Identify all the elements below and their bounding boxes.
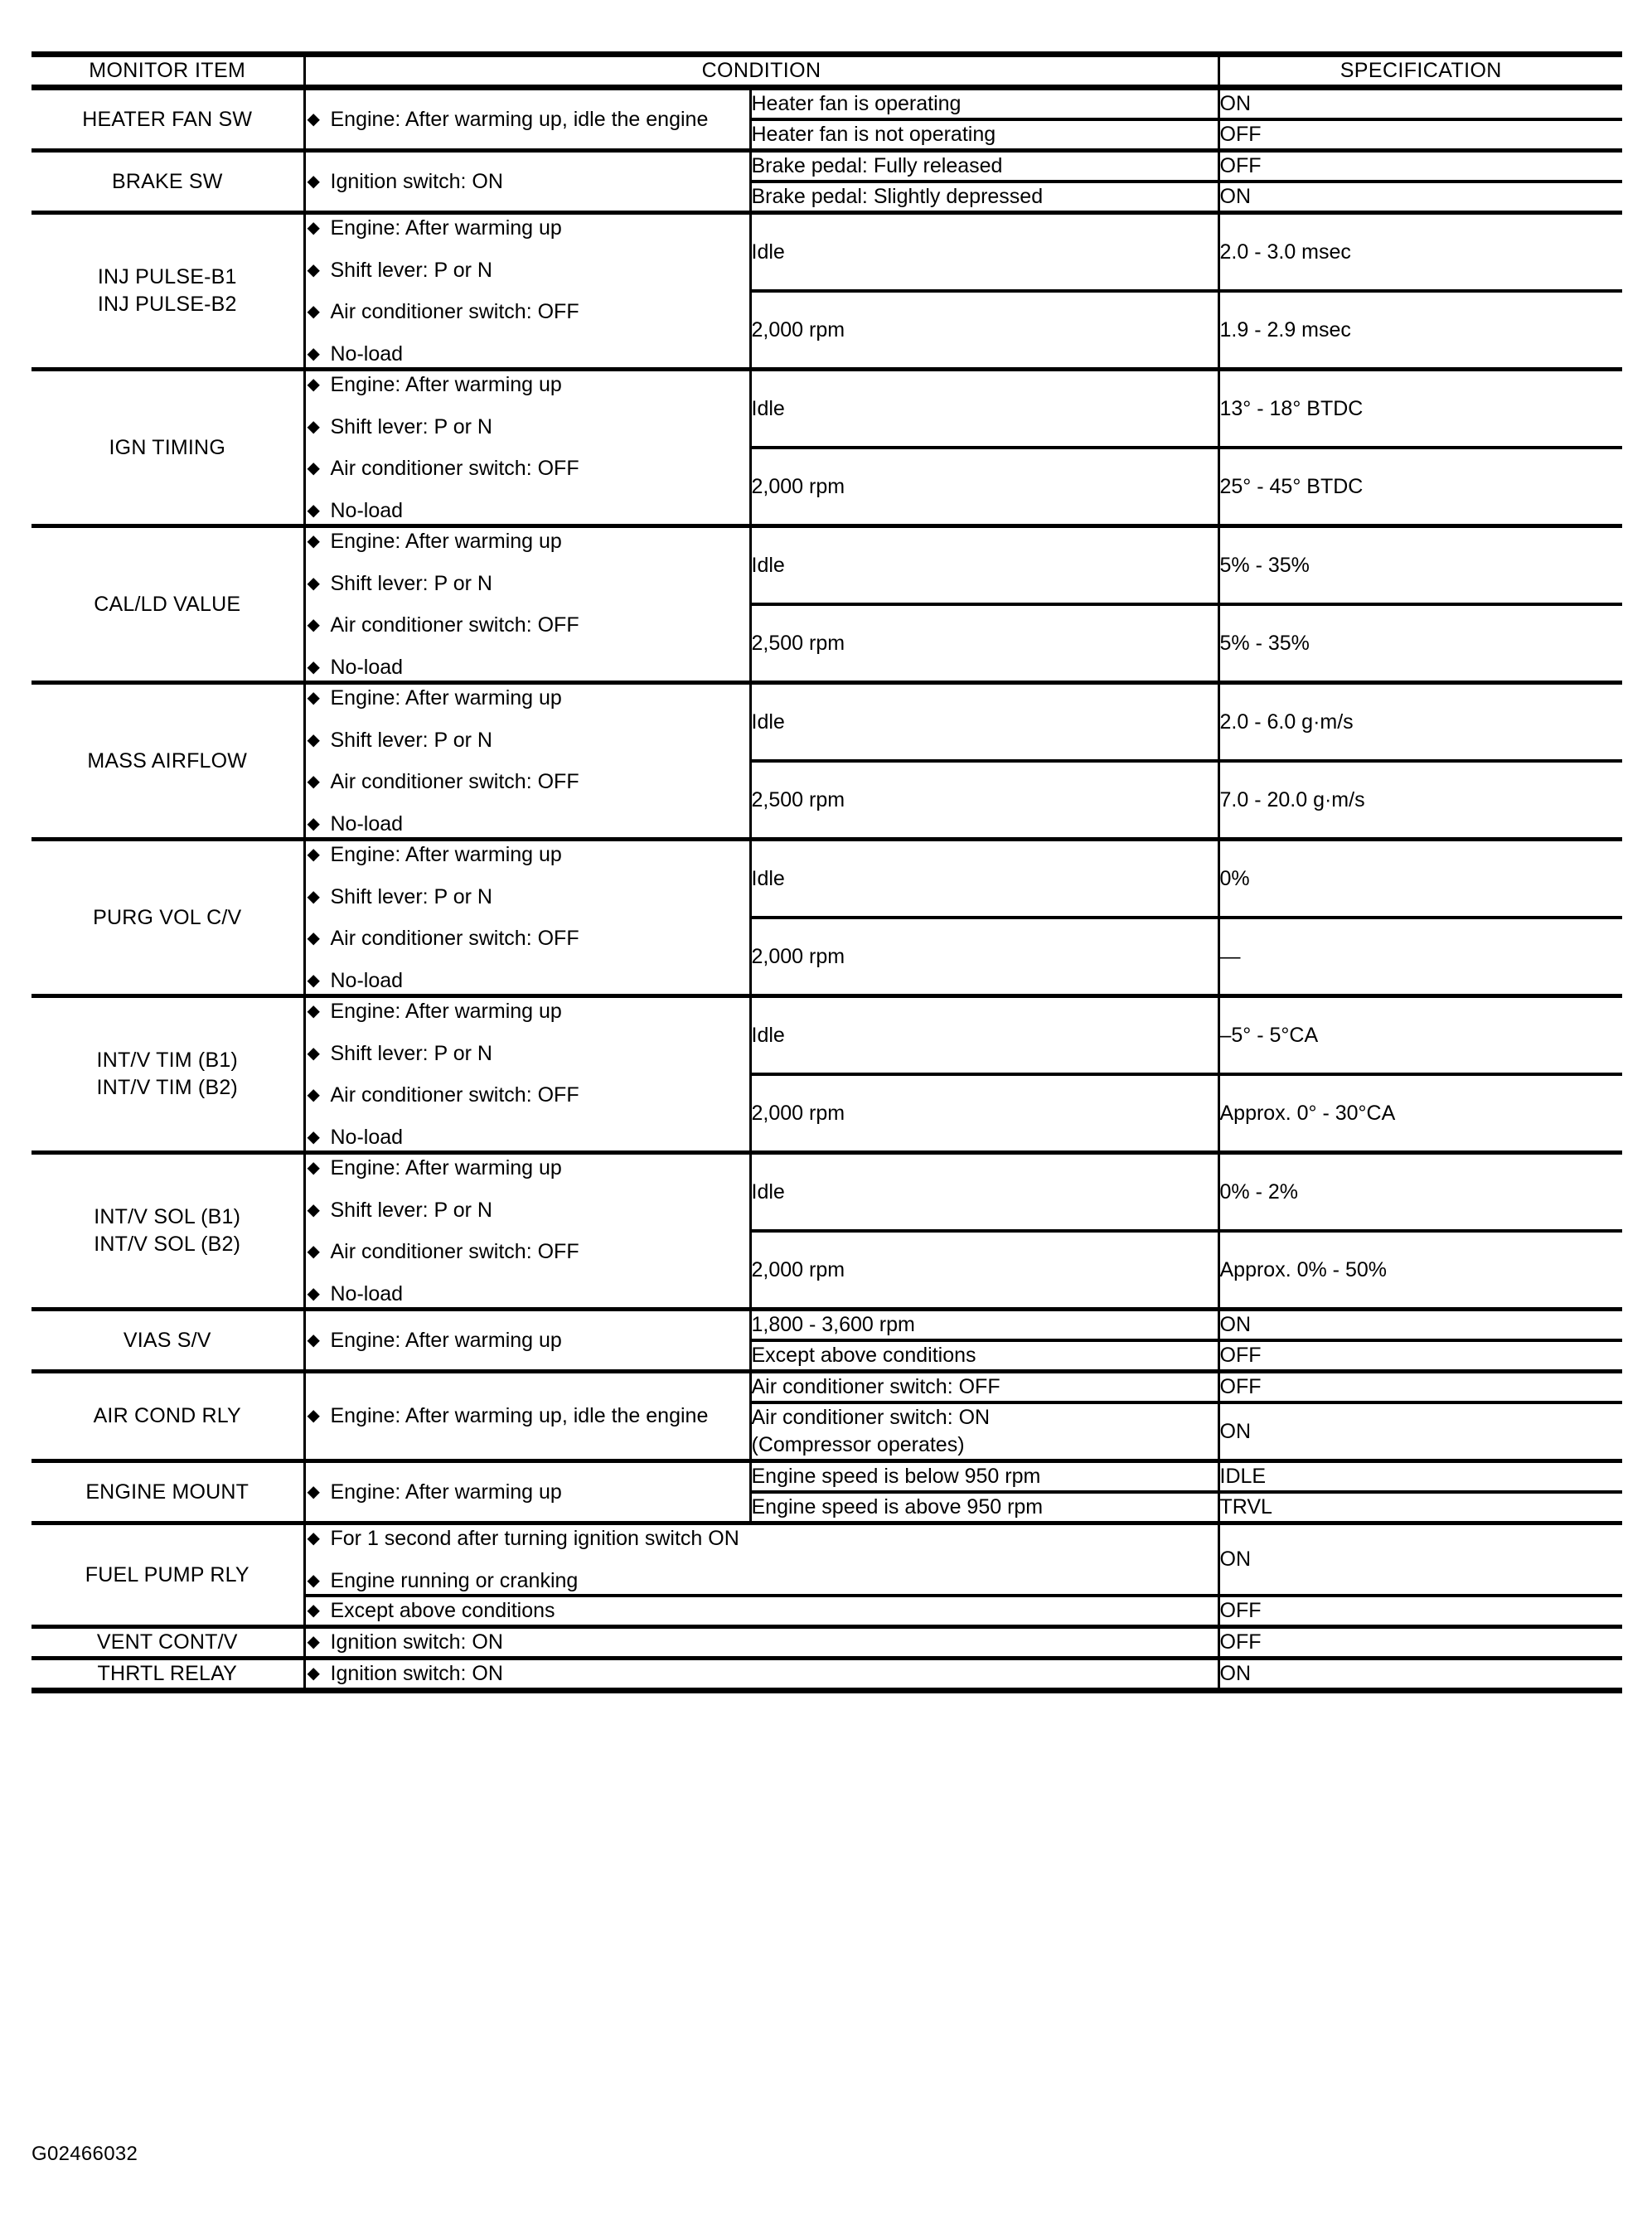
condition-sub-line: Idle [751,240,785,264]
condition-cell [304,1153,750,1310]
condition-text: No-load [330,968,404,992]
condition-cell [304,88,750,151]
specification-value: 7.0 - 20.0 g·m/s [1218,761,1622,840]
condition-text: Ignition switch: ON [330,169,503,193]
specification-value: 25° - 45° BTDC [1218,448,1622,526]
condition-item [306,1327,749,1354]
monitor-item-name [31,1310,304,1372]
condition-sub-cell [750,1231,1218,1310]
condition-sub-cell [750,1372,1218,1403]
monitor-item-name [31,1153,304,1310]
condition-item [306,1197,749,1224]
condition-text: No-load [330,655,404,679]
condition-sub-line: Brake pedal: Fully released [751,154,1003,177]
condition-item [306,371,749,399]
condition-item [306,841,749,869]
condition-text: Shift lever: P or N [330,414,492,438]
condition-sub-cell [750,1310,1218,1341]
monitor-item-specification-table [31,51,1622,1693]
specification-value: 5% - 35% [1218,526,1622,605]
diamond-bullet-icon: ◆ [307,1159,320,1177]
condition-item [306,727,749,754]
monitor-item-name [31,840,304,996]
condition-item [306,967,749,995]
condition-sub-line: Idle [751,866,785,890]
condition-cell [304,526,750,683]
specification-value: IDLE [1218,1461,1622,1493]
diamond-bullet-icon: ◆ [307,845,320,864]
specification-value: 2.0 - 6.0 g·m/s [1218,683,1622,762]
condition-sub-line: Engine speed is below 950 rpm [751,1465,1041,1488]
condition-text: Engine running or cranking [330,1568,579,1592]
condition-text: Engine: After warming up [330,373,562,396]
condition-sub-line: Idle [751,396,785,420]
diamond-bullet-icon: ◆ [307,1044,320,1063]
condition-text: Engine: After warming up [330,686,562,710]
condition-item [306,1124,749,1151]
specification-value: 0% - 2% [1218,1153,1622,1232]
monitor-item-line: AIR COND RLY [93,1404,241,1427]
condition-text: Engine: After warming up, idle the engine [330,107,709,131]
diamond-bullet-icon: ◆ [307,459,320,477]
condition-text: Shift lever: P or N [330,571,492,595]
monitor-item-line: MASS AIRFLOW [87,748,248,773]
condition-sub-cell [750,526,1218,605]
condition-cell [304,840,750,996]
condition-cell [304,1372,750,1461]
specification-value: OFF [1218,1596,1622,1627]
condition-text: Air conditioner switch: OFF [330,1083,579,1107]
condition-sub-line: 2,000 rpm [751,1257,845,1281]
diamond-bullet-icon: ◆ [307,1242,320,1261]
condition-text: Engine: After warming up [330,530,562,553]
condition-item [306,341,749,368]
condition-cell [304,1659,1218,1691]
table-row [31,996,1622,1075]
figure-reference-code: G02466032 [31,2143,138,2165]
condition-text: Shift lever: P or N [330,728,492,752]
condition-item [306,528,749,555]
condition-text: Engine: After warming up [330,843,562,866]
table-row [31,1523,1622,1596]
condition-sub-line: Idle [751,1179,785,1204]
diamond-bullet-icon: ◆ [307,260,320,279]
column-header-specification: SPECIFICATION [1218,55,1622,88]
monitor-item-line: INJ PULSE-B1 [97,265,237,288]
diamond-bullet-icon: ◆ [307,417,320,436]
condition-cell [304,1596,1218,1627]
condition-sub-line: 2,000 rpm [751,944,845,968]
monitor-item-name [31,1627,304,1659]
condition-sub-cell [750,683,1218,762]
condition-sub-cell [750,291,1218,370]
diamond-bullet-icon: ◆ [307,657,320,676]
monitor-item-name [31,996,304,1153]
monitor-item-table-container [31,51,1622,1693]
condition-item [306,685,749,712]
monitor-item-line: INT/V SOL (B1) [94,1205,241,1228]
diamond-bullet-icon: ◆ [307,375,320,394]
condition-item [306,1402,749,1430]
condition-item [306,1155,749,1182]
condition-item [306,1082,749,1109]
condition-cell [304,1627,1218,1659]
condition-text: No-load [330,498,404,522]
monitor-item-name [31,88,304,151]
specification-value: 13° - 18° BTDC [1218,370,1622,448]
table-body [31,88,1622,1691]
specification-value: ON [1218,1402,1622,1461]
condition-text: Engine: After warming up [330,1156,562,1179]
table-row [31,213,1622,292]
monitor-item-line: INT/V SOL (B2) [94,1233,241,1256]
condition-item [306,1525,1218,1552]
condition-text: Shift lever: P or N [330,258,492,282]
condition-text: Air conditioner switch: OFF [330,1240,579,1263]
condition-item [306,215,749,242]
monitor-item-line: VENT CONT/V [96,1630,238,1654]
condition-sub-cell [750,1402,1218,1461]
condition-sub-line: Engine speed is above 950 rpm [751,1495,1044,1519]
specification-value: — [1218,918,1622,996]
table-row [31,88,1622,120]
condition-sub-cell [750,119,1218,151]
monitor-item-name [31,1659,304,1691]
condition-text: Engine: After warming up [330,1000,562,1023]
monitor-item-line: HEATER FAN SW [82,107,253,131]
table-header-row [31,55,1622,88]
condition-item [306,257,749,284]
specification-value: OFF [1218,1340,1622,1372]
monitor-item-line: INT/V TIM (B1) [96,1049,238,1072]
condition-text: Engine: After warming up [330,1328,562,1352]
table-row [31,1372,1622,1403]
specification-value: TRVL [1218,1492,1622,1523]
condition-cell [304,1310,750,1372]
diamond-bullet-icon: ◆ [307,730,320,749]
monitor-item-line: CAL/LD VALUE [94,592,241,616]
condition-sub-line: Except above conditions [751,1344,976,1367]
condition-sub-line: Heater fan is not operating [751,123,996,146]
condition-text: Air conditioner switch: OFF [330,613,579,637]
specification-value: Approx. 0° - 30°CA [1218,1074,1622,1153]
condition-sub-line: Idle [751,1023,785,1047]
condition-text: No-load [330,341,404,366]
condition-item [306,925,749,952]
condition-item [306,654,749,681]
monitor-item-line: IGN TIMING [109,435,225,459]
specification-value: 0% [1218,840,1622,918]
condition-item [306,1597,1218,1625]
condition-sub-cell [750,1492,1218,1523]
diamond-bullet-icon: ◆ [307,1330,320,1349]
condition-item [306,1040,749,1068]
condition-text: Engine: After warming up [330,216,562,240]
condition-item [306,884,749,911]
condition-sub-cell [750,88,1218,120]
condition-cell [304,370,750,526]
condition-text: No-load [330,1281,404,1305]
condition-text: Air conditioner switch: OFF [330,770,579,793]
condition-sub-line: 2,500 rpm [751,631,845,655]
diamond-bullet-icon: ◆ [307,1127,320,1146]
specification-value: 1.9 - 2.9 msec [1218,291,1622,370]
monitor-item-line: PURG VOL C/V [93,905,242,929]
specification-value: OFF [1218,119,1622,151]
specification-value: ON [1218,1523,1622,1596]
table-row [31,1310,1622,1341]
condition-sub-line: Idle [751,553,785,577]
condition-sub-line: Air conditioner switch: OFF [751,1375,1000,1398]
diamond-bullet-icon: ◆ [307,172,320,191]
condition-item [306,998,749,1025]
condition-item [306,1629,1218,1656]
table-row [31,370,1622,448]
condition-sub-cell [750,182,1218,213]
diamond-bullet-icon: ◆ [307,929,320,947]
monitor-item-name [31,370,304,526]
condition-item [306,455,749,482]
condition-item [306,1479,749,1506]
monitor-item-line: ENGINE MOUNT [85,1480,249,1504]
condition-text: No-load [330,811,404,836]
condition-cell [304,1461,750,1523]
diamond-bullet-icon: ◆ [307,1200,320,1219]
table-row [31,683,1622,762]
condition-sub-line: 2,000 rpm [751,1101,845,1125]
condition-item [306,298,749,326]
diamond-bullet-icon: ◆ [307,1086,320,1104]
condition-item [306,1567,1218,1595]
diamond-bullet-icon: ◆ [307,219,320,237]
condition-sub-line: 2,500 rpm [751,787,845,811]
table-row [31,526,1622,605]
condition-sub-cell [750,604,1218,683]
condition-item [306,570,749,598]
condition-item [306,106,749,133]
specification-value: OFF [1218,1627,1622,1659]
condition-sub-cell [750,151,1218,182]
specification-value: 5% - 35% [1218,604,1622,683]
diamond-bullet-icon: ◆ [307,689,320,707]
table-header [31,55,1622,88]
monitor-item-name [31,526,304,683]
condition-sub-cell [750,1461,1218,1493]
diamond-bullet-icon: ◆ [307,971,320,990]
specification-value: OFF [1218,1372,1622,1403]
specification-value: ON [1218,1310,1622,1341]
diamond-bullet-icon: ◆ [307,1407,320,1426]
condition-text: Shift lever: P or N [330,1041,492,1065]
specification-value: ON [1218,88,1622,120]
condition-item [306,1238,749,1266]
specification-value: ON [1218,182,1622,213]
monitor-item-line: FUEL PUMP RLY [85,1562,249,1586]
condition-sub-line: 2,000 rpm [751,317,845,341]
condition-text: Air conditioner switch: OFF [330,457,579,480]
monitor-item-line: THRTL RELAY [97,1662,237,1685]
condition-sub-line: 2,000 rpm [751,474,845,498]
condition-sub-cell [750,1340,1218,1372]
condition-text: Engine: After warming up, idle the engine [330,1404,709,1428]
specification-value: 2.0 - 3.0 msec [1218,213,1622,292]
condition-item [306,497,749,525]
diamond-bullet-icon: ◆ [307,1284,320,1303]
condition-sub-line: 1,800 - 3,600 rpm [751,1313,915,1336]
monitor-item-line: INT/V TIM (B2) [96,1076,238,1099]
table-row [31,1627,1622,1659]
condition-item [306,612,749,639]
condition-text: For 1 second after turning ignition switch ON [330,1527,739,1550]
diamond-bullet-icon: ◆ [307,344,320,363]
monitor-item-name [31,683,304,840]
diamond-bullet-icon: ◆ [307,1633,320,1652]
condition-item [306,811,749,838]
condition-text: Air conditioner switch: OFF [330,300,579,323]
table-row [31,1153,1622,1232]
diamond-bullet-icon: ◆ [307,1482,320,1501]
diamond-bullet-icon: ◆ [307,1601,320,1620]
condition-sub-line: Heater fan is operating [751,92,962,115]
diamond-bullet-icon: ◆ [307,887,320,906]
column-header-monitor-item: MONITOR ITEM [31,55,304,88]
monitor-item-name [31,151,304,213]
diamond-bullet-icon: ◆ [307,1571,320,1590]
condition-text: Except above conditions [330,1599,555,1623]
specification-value: ON [1218,1659,1622,1691]
condition-sub-line: Air conditioner switch: ON [751,1406,991,1429]
column-header-condition: CONDITION [304,55,1218,88]
diamond-bullet-icon: ◆ [307,574,320,593]
diamond-bullet-icon: ◆ [307,1529,320,1548]
condition-sub-cell [750,761,1218,840]
condition-cell [304,213,750,370]
condition-text: Shift lever: P or N [330,884,492,908]
condition-text: No-load [330,1125,404,1149]
condition-sub-line: Brake pedal: Slightly depressed [751,185,1044,208]
monitor-item-name [31,1523,304,1627]
condition-cell [304,996,750,1153]
diamond-bullet-icon: ◆ [307,773,320,791]
diamond-bullet-icon: ◆ [307,303,320,321]
table-row [31,1659,1622,1691]
monitor-item-line: INJ PULSE-B2 [97,293,237,316]
condition-sub-cell [750,213,1218,292]
diamond-bullet-icon: ◆ [307,814,320,833]
diamond-bullet-icon: ◆ [307,1664,320,1683]
diamond-bullet-icon: ◆ [307,1002,320,1020]
diamond-bullet-icon: ◆ [307,616,320,634]
condition-text: Engine: After warming up [330,1480,562,1504]
specification-value: OFF [1218,151,1622,182]
condition-sub-cell [750,840,1218,918]
condition-item [306,414,749,441]
condition-sub-cell [750,1074,1218,1153]
table-row [31,1461,1622,1493]
monitor-item-name [31,1372,304,1461]
monitor-item-line: VIAS S/V [123,1328,211,1352]
condition-cell [304,1523,1218,1596]
table-row [31,151,1622,182]
condition-item [306,768,749,796]
condition-sub-cell [750,370,1218,448]
condition-item [306,168,749,196]
condition-item [306,1660,1218,1688]
condition-text: Air conditioner switch: OFF [330,927,579,950]
monitor-item-name [31,1461,304,1523]
specification-value: –5° - 5°CA [1218,996,1622,1075]
condition-item [306,1281,749,1308]
condition-sub-cell [750,448,1218,526]
condition-sub-cell [750,1153,1218,1232]
specification-value: Approx. 0% - 50% [1218,1231,1622,1310]
condition-sub-cell [750,918,1218,996]
monitor-item-line: BRAKE SW [111,169,223,193]
condition-sub-cell [750,996,1218,1075]
condition-text: Ignition switch: ON [330,1662,503,1686]
monitor-item-name [31,213,304,370]
diamond-bullet-icon: ◆ [307,109,320,128]
condition-sub-line: (Compressor operates) [751,1433,965,1456]
table-row [31,840,1622,918]
diamond-bullet-icon: ◆ [307,501,320,520]
diamond-bullet-icon: ◆ [307,532,320,550]
condition-sub-line: Idle [751,710,785,734]
condition-text: Shift lever: P or N [330,1198,492,1222]
condition-cell [304,151,750,213]
condition-text: Ignition switch: ON [330,1630,503,1654]
condition-cell [304,683,750,840]
